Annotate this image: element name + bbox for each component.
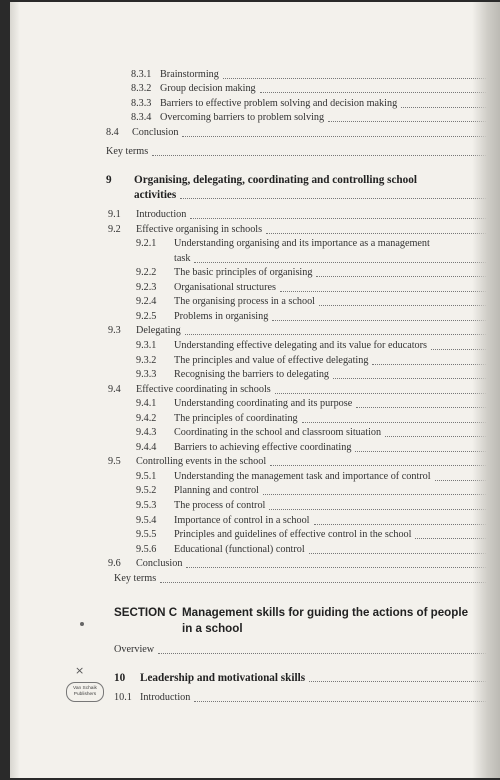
toc-entry [114,572,488,586]
toc-entry-label: Organisational structures [174,282,276,293]
toc-entry-number: 9.3.1 [136,340,157,351]
toc-entry-label: Introduction [140,692,191,703]
toc-entry [136,397,488,411]
chapter-number: 9 [106,174,112,186]
toc-entry-label: Barriers to achieving effective coordinating [174,442,352,453]
toc-entry-number: 9.3 [108,325,121,336]
chapter-title-line1: Organising, delegating, coordinating and controlling school [134,174,417,186]
toc-entry-number: 9.3.2 [136,355,157,366]
dot-leader [309,544,488,554]
dot-leader [260,83,488,93]
toc-entry [108,557,488,571]
toc-entry-label: Educational (functional) control [174,544,305,555]
toc-entry-number: 9.4.1 [136,398,157,409]
section-c-heading-line2: in a school [182,622,243,635]
chapter-9-heading-line2 [134,188,488,202]
toc-entry-label: Controlling events in the school [136,456,267,467]
toc-entry [131,111,488,125]
dot-leader [280,282,488,292]
dot-leader [152,146,488,156]
dot-leader [263,485,488,495]
table-of-contents [10,2,500,778]
dot-leader [270,456,488,466]
toc-entry-number: 9.4 [108,384,121,395]
chapter-title: Leadership and motivational skills [140,672,306,684]
toc-entry-number: 9.4.4 [136,442,157,453]
margin-dot-mark [80,622,84,626]
toc-entry [108,383,488,397]
toc-entry-label: Importance of control in a school [174,515,310,526]
toc-entry [136,252,488,266]
dot-leader [302,413,488,423]
toc-entry-number: 8.4 [106,127,119,138]
chapter-9-heading [106,173,417,187]
toc-entry [136,295,488,309]
toc-entry [136,514,488,528]
dot-leader [160,573,488,583]
dot-leader [186,558,488,568]
dot-leader [309,672,488,682]
toc-entry [131,82,488,96]
toc-entry-label: Introduction [136,209,187,220]
toc-entry-number: 9.1 [108,209,121,220]
toc-entry [136,441,488,455]
toc-entry-label: Problems in organising [174,311,269,322]
toc-entry [108,223,488,237]
dot-leader [194,253,488,263]
toc-entry-label: Delegating [136,325,181,336]
toc-entry-label: Planning and control [174,485,259,496]
section-prefix: SECTION C [114,606,178,619]
chapter-number: 10 [114,672,126,684]
toc-entry [136,237,488,251]
toc-entry-label: The process of control [174,500,266,511]
toc-entry [136,412,488,426]
publisher-logo-line2: Publishers [73,692,97,697]
toc-entry-number: 9.2.4 [136,296,157,307]
toc-entry-label: Conclusion [132,127,179,138]
toc-entry-number: 8.3.3 [131,98,152,109]
toc-entry [136,426,488,440]
dot-leader [180,189,488,199]
toc-entry-label: Understanding organising and its importance as a management [174,238,430,249]
toc-entry-number: 9.4.2 [136,413,157,424]
toc-entry-number: 9.2.2 [136,267,157,278]
toc-entry-label: task [174,253,191,264]
toc-entry-number: 9.6 [108,558,121,569]
toc-entry-overview [114,643,488,657]
publisher-logo-line1: Van Schaik [73,686,97,691]
dot-leader [356,398,488,408]
dot-leader [415,529,488,539]
toc-entry-label: Understanding effective delegating and its value for educators [174,340,427,351]
toc-entry-number: 8.3.1 [131,69,152,80]
toc-entry-number: 9.5.5 [136,529,157,540]
toc-entry [136,499,488,513]
toc-entry [136,281,488,295]
dot-leader [372,355,488,365]
toc-entry-label: Overcoming barriers to problem solving [160,112,325,123]
dot-leader [431,340,488,350]
toc-entry-number: 9.2.3 [136,282,157,293]
chapter-10-heading [114,671,488,685]
dot-leader [355,442,488,452]
dot-leader [185,325,488,335]
toc-entry-label: Effective organising in schools [136,224,263,235]
toc-entry [108,208,488,222]
toc-entry-number: 9.5.3 [136,500,157,511]
dot-leader [316,267,488,277]
dot-leader [314,515,488,525]
toc-entry-number: 9.5.2 [136,485,157,496]
dot-leader [269,500,488,510]
toc-entry-number: 10.1 [114,692,132,703]
toc-entry-label: Key terms [114,573,157,584]
toc-entry-label: Effective coordinating in schools [136,384,271,395]
toc-entry-number: 9.5.6 [136,544,157,555]
toc-entry-label: Group decision making [160,83,256,94]
dot-leader [272,311,488,321]
toc-entry [108,455,488,469]
chapter-title-line2: activities [134,189,177,201]
dot-leader [158,644,488,654]
margin-cross-mark: × [75,664,85,677]
toc-entry [114,691,488,705]
toc-entry [136,339,488,353]
toc-entry [131,68,488,82]
dot-leader [182,127,488,137]
toc-entry-number: 9.2.5 [136,311,157,322]
toc-entry-number: 8.3.2 [131,83,152,94]
toc-entry [136,266,488,280]
toc-entry [136,310,488,324]
dot-leader [194,692,488,702]
dot-leader [223,69,488,79]
toc-entry-label: Recognising the barriers to delegating [174,369,330,380]
toc-entry-number: 9.5.4 [136,515,157,526]
toc-entry-label: Brainstorming [160,69,219,80]
section-c-heading [114,605,468,621]
section-title-line1: Management skills for guiding the actions of people [182,606,469,619]
toc-entry-number: 9.5 [108,456,121,467]
toc-entry [136,484,488,498]
dot-leader [401,98,488,108]
toc-entry-label: Understanding the management task and importance of control [174,471,431,482]
dot-leader [435,471,488,481]
toc-entry-label: Coordinating in the school and classroom situation [174,427,382,438]
dot-leader [319,296,488,306]
toc-entry-label: The basic principles of organising [174,267,313,278]
toc-entry [136,368,488,382]
dot-leader [190,209,488,219]
toc-entry [108,324,488,338]
toc-entry [136,354,488,368]
toc-entry [131,97,488,111]
toc-entry-label: Principles and guidelines of effective control in the school [174,529,412,540]
toc-entry [136,528,488,542]
toc-entry-label: Understanding coordinating and its purpose [174,398,353,409]
toc-entry-label: The organising process in a school [174,296,315,307]
dot-leader [328,112,488,122]
toc-entry-label: The principles of coordinating [174,413,298,424]
toc-entry-number: 9.2.1 [136,238,157,249]
toc-entry [106,126,488,140]
toc-entry [136,470,488,484]
dot-leader [266,224,488,234]
toc-entry [106,145,488,159]
toc-entry-number: 9.2 [108,224,121,235]
toc-entry-label: Conclusion [136,558,183,569]
toc-entry-label: Overview [114,644,155,655]
book-page [10,2,500,778]
toc-entry [136,543,488,557]
dot-leader [333,369,488,379]
toc-entry-number: 8.3.4 [131,112,152,123]
toc-entry-number: 9.5.1 [136,471,157,482]
toc-entry-number: 9.3.3 [136,369,157,380]
toc-entry-number: 9.4.3 [136,427,157,438]
dot-leader [385,427,488,437]
dot-leader [275,384,488,394]
publisher-logo [66,682,104,702]
toc-entry-label: Barriers to effective problem solving and decision making [160,98,398,109]
toc-entry-label: The principles and value of effective delegating [174,355,369,366]
toc-entry-label: Key terms [106,146,149,157]
